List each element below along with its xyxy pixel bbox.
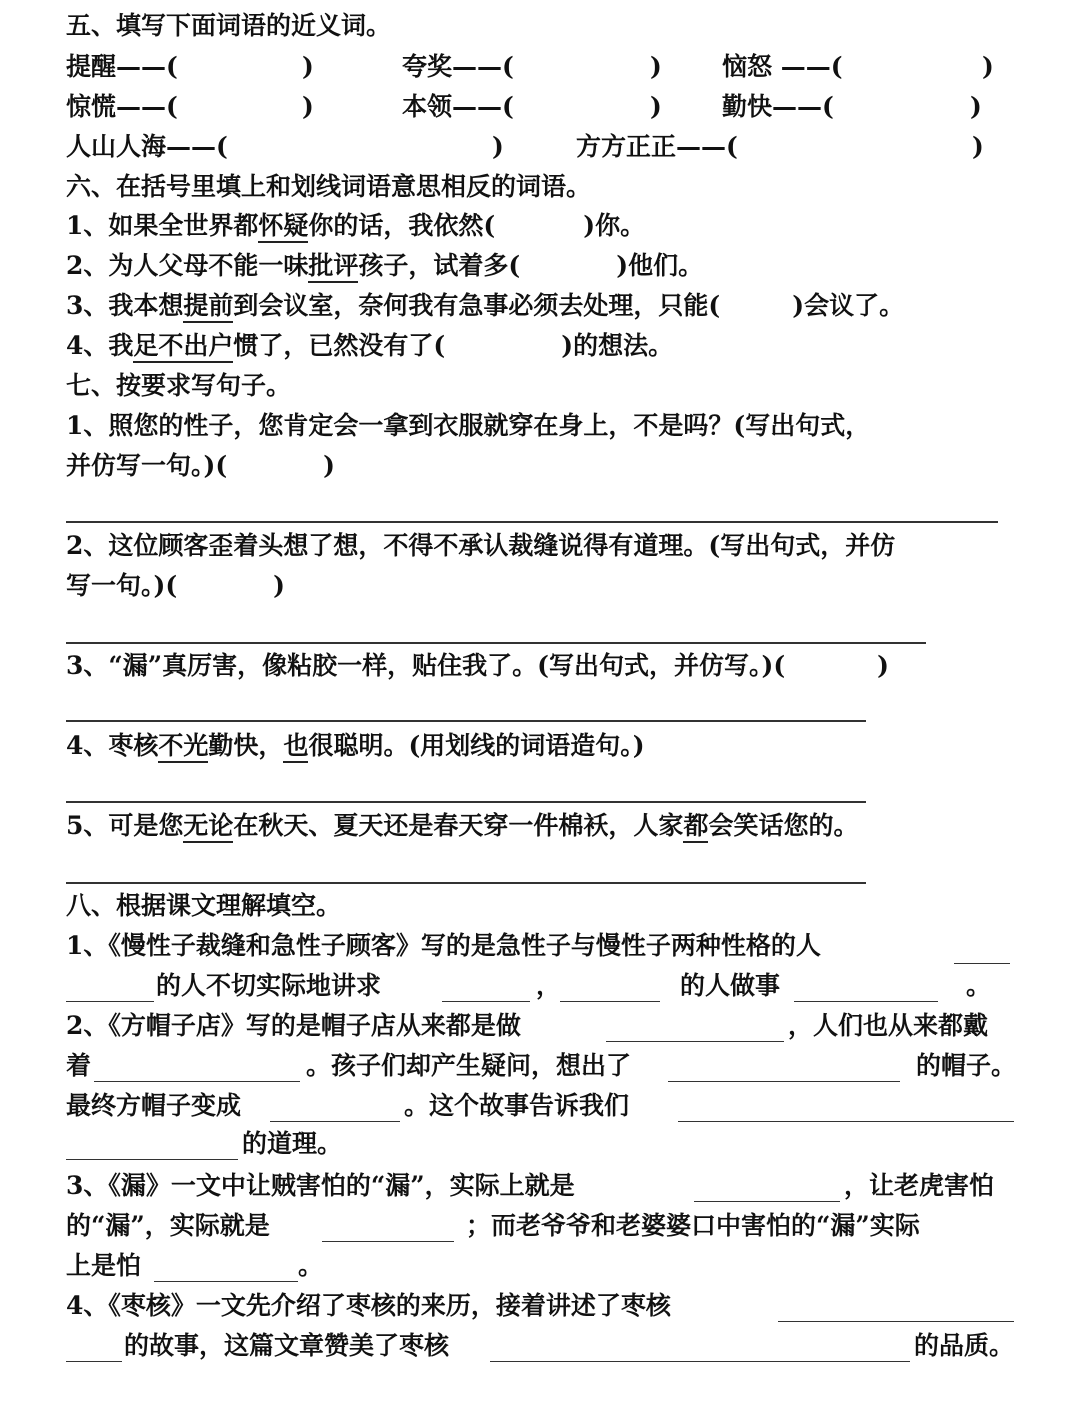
synonym-word-5: 本领——( (402, 92, 514, 121)
fill-question-4: 4、《枣核》一文先介绍了枣核的来历，接着讲述了枣核 (66, 1291, 671, 1320)
underlined-word: 也 (283, 731, 308, 763)
fill-question-3: 3、《漏》一文中让贼害怕的“漏”，实际上就是 (66, 1171, 575, 1200)
sentence-question-4: 4、枣核不光勤快，也很聪明。(用划线的词语造句。) (66, 729, 645, 763)
antonym-question-1: 1、如果全世界都怀疑你的话，我依然( )你。 (66, 209, 645, 243)
fill-blank[interactable] (954, 963, 1010, 964)
paren-close: ) (982, 52, 994, 81)
section-8-title: 八、根据课文理解填空。 (66, 891, 342, 920)
synonym-word-4: 惊慌——( (66, 92, 178, 121)
fill-blank[interactable] (442, 1001, 530, 1002)
sentence-question-1: 1、照您的性子，您肯定会一拿到衣服就穿在身上，不是吗？(写出句式， (66, 411, 871, 440)
paren-close: ) (302, 92, 314, 121)
answer-line[interactable] (66, 521, 998, 523)
fill-question-1: 1、《慢性子裁缝和急性子顾客》写的是急性子与慢性子两种性格的人 (66, 931, 821, 960)
fill-blank[interactable] (694, 1201, 840, 1202)
fill-blank[interactable] (66, 1001, 154, 1002)
antonym-question-3: 3、我本想提前到会议室，奈何我有急事必须去处理，只能( )会议了。 (66, 289, 904, 323)
sentence-question-2: 2、这位顾客歪着头想了想，不得不承认裁缝说得有道理。(写出句式，并仿 (66, 531, 896, 560)
synonym-word-6: 勤快——( (722, 92, 834, 121)
fill-blank[interactable] (322, 1241, 454, 1242)
fill-blank[interactable] (606, 1041, 784, 1042)
fill-blank[interactable] (678, 1121, 1014, 1122)
underlined-word: 提前 (183, 291, 233, 323)
underlined-word: 足不出户 (133, 331, 233, 363)
antonym-question-2: 2、为人父母不能一味批评孩子，试着多( )他们。 (66, 249, 703, 283)
answer-line[interactable] (66, 720, 866, 722)
paren-close: ) (302, 52, 314, 81)
fill-blank[interactable] (794, 1001, 938, 1002)
fill-blank[interactable] (668, 1081, 900, 1082)
fill-blank[interactable] (490, 1361, 910, 1362)
synonym-word-8: 方方正正——( (576, 132, 738, 161)
underlined-word: 无论 (183, 811, 233, 843)
synonym-word-2: 夸奖——( (402, 52, 514, 81)
paren-close: ) (650, 52, 662, 81)
sentence-question-3: 3、“漏”真厉害，像粘胶一样，贴住我了。(写出句式，并仿写。)( ) (66, 651, 889, 680)
synonym-word-7: 人山人海——( (66, 132, 228, 161)
fill-blank[interactable] (66, 1361, 122, 1362)
section-6-title: 六、在括号里填上和划线词语意思相反的词语。 (66, 172, 592, 201)
paren-close: ) (972, 132, 984, 161)
sentence-question-2-cont: 写一句。)( ) (66, 571, 286, 600)
fill-blank[interactable] (66, 1159, 238, 1160)
fill-blank[interactable] (94, 1081, 300, 1082)
fill-question-2: 2、《方帽子店》写的是帽子店从来都是做 (66, 1011, 521, 1040)
section-7-title: 七、按要求写句子。 (66, 371, 292, 400)
answer-line[interactable] (66, 882, 866, 884)
sentence-question-1-cont: 并仿写一句。)( ) (66, 451, 336, 480)
fill-blank[interactable] (560, 1001, 660, 1002)
sentence-question-5: 5、可是您无论在秋天、夏天还是春天穿一件棉袄，人家都会笑话您的。 (66, 809, 858, 843)
underlined-word: 批评 (308, 251, 358, 283)
underlined-word: 怀疑 (258, 211, 308, 243)
underlined-word: 都 (683, 811, 708, 843)
paren-close: ) (492, 132, 504, 161)
underlined-word: 不光 (158, 731, 208, 763)
answer-line[interactable] (66, 801, 866, 803)
synonym-word-3: 恼怒 ——( (722, 52, 843, 81)
paren-close: ) (650, 92, 662, 121)
synonym-word-1: 提醒——( (66, 52, 178, 81)
antonym-question-4: 4、我足不出户惯了，已然没有了( )的想法。 (66, 329, 673, 363)
fill-blank[interactable] (270, 1121, 400, 1122)
fill-blank[interactable] (154, 1281, 298, 1282)
answer-line[interactable] (66, 642, 926, 644)
paren-close: ) (970, 92, 982, 121)
section-5-title: 五、填写下面词语的近义词。 (66, 11, 392, 40)
fill-blank[interactable] (778, 1321, 1014, 1322)
